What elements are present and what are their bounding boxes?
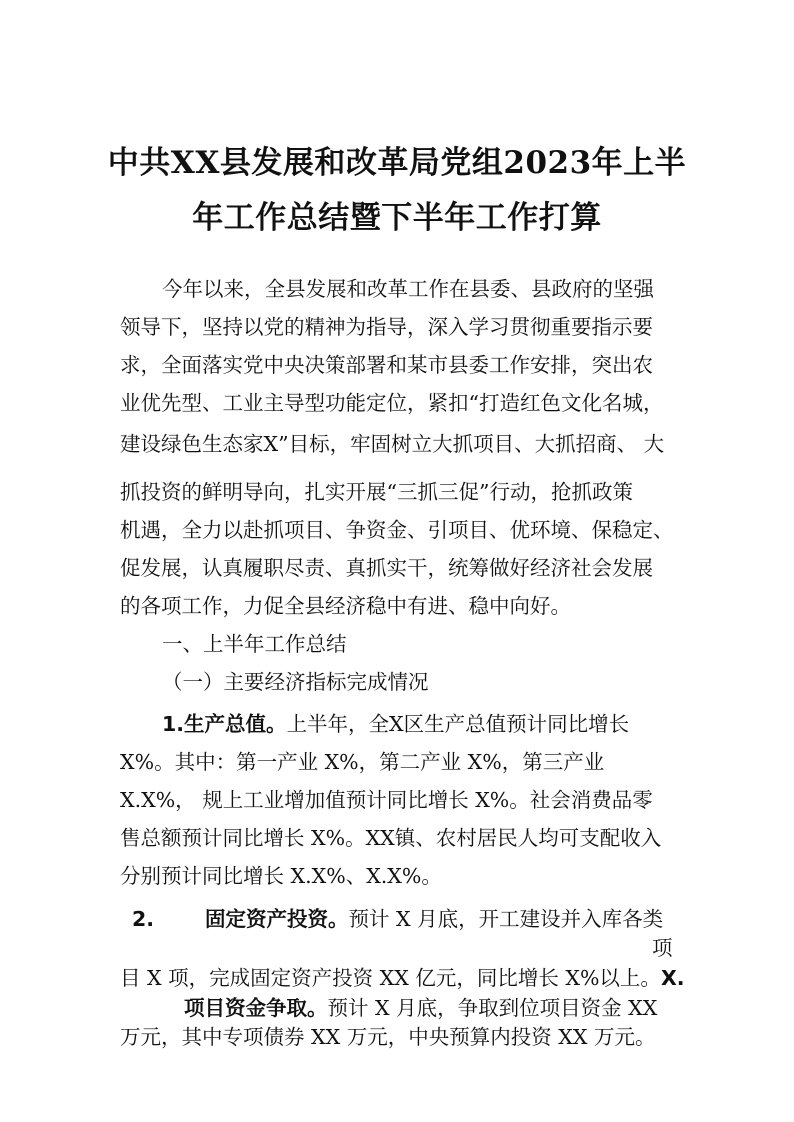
subsection-heading: （一）主要经济指标完成情况 [162,670,429,694]
document-title-line-2: 年工作总结暨下半年工作打算 [192,200,602,236]
item-3-text: 预计 X 月底，争取到位项目资金 XX [327,996,658,1020]
section-heading: 一、上半年工作总结 [162,632,347,656]
item-2-overflow: 项 [652,936,673,960]
item-1-label: 1.生产总值。 [162,712,287,736]
intro-line: 抓投资的鲜明导向，扎实开展“三抓三促”行动，抢抓政策 [120,480,633,504]
item-2-second-line [120,964,685,992]
item-2-first-line [205,905,663,933]
intro-line: 今年以来，全县发展和改革工作在县委、县政府的坚强 [162,277,654,301]
item-1-text: 上半年，全X区生产总值预计同比增长 [286,712,630,736]
intro-line: 促发展，认真履职尽责、真抓实干，统筹做好经济社会发展 [120,556,653,580]
item-3-label: 项目资金争取。 [184,996,328,1020]
item-1-line: 分别预计同比增长 X.X%、X.X%。 [120,864,442,888]
item-3-second-line: 万元，其中专项债券 XX 万元，中央预算内投资 XX 万元。 [120,1025,656,1049]
item-2-number: 2. [132,907,155,931]
item-3-number: X. [660,966,685,990]
intro-line: 领导下，坚持以党的精神为指导，深入学习贯彻重要指示要 [120,315,653,339]
document-title-line-1: 中共XX县发展和改革局党组2023年上半 [107,145,687,181]
item-1-first-line [162,710,629,738]
item-2-label: 固定资产投资。 [205,907,349,931]
item-3-first-line [184,994,657,1022]
intro-line: 业优先型、工业主导型功能定位，紧扣“打造红色文化名城， [120,391,664,415]
item-1-line: 售总额预计同比增长 X%。XX镇、农村居民人均可支配收入 [120,826,662,850]
intro-line: 机遇，全力以赴抓项目、争资金、引项目、优环境、保稳定、 [120,518,674,542]
intro-line: 求，全面落实党中央决策部署和某市县委工作安排，突出农 [120,353,653,377]
intro-line: 建设绿色生态家X”目标，牢固树立大抓项目、大抓招商、 大 [120,432,665,456]
item-2-text-2: 目 X 项，完成固定资产投资 XX 亿元，同比增长 X%以上。 [120,966,661,990]
item-1-line: X%。其中：第一产业 X%，第二产业 X%，第三产业 [120,750,605,774]
item-1-line: X.X%， 规上工业增加值预计同比增长 X%。社会消费品零 [120,788,653,812]
intro-line: 的各项工作，力促全县经济稳中有进、稳中向好。 [120,594,571,618]
item-2-text: 预计 X 月底，开工建设并入库各类 [348,907,664,931]
